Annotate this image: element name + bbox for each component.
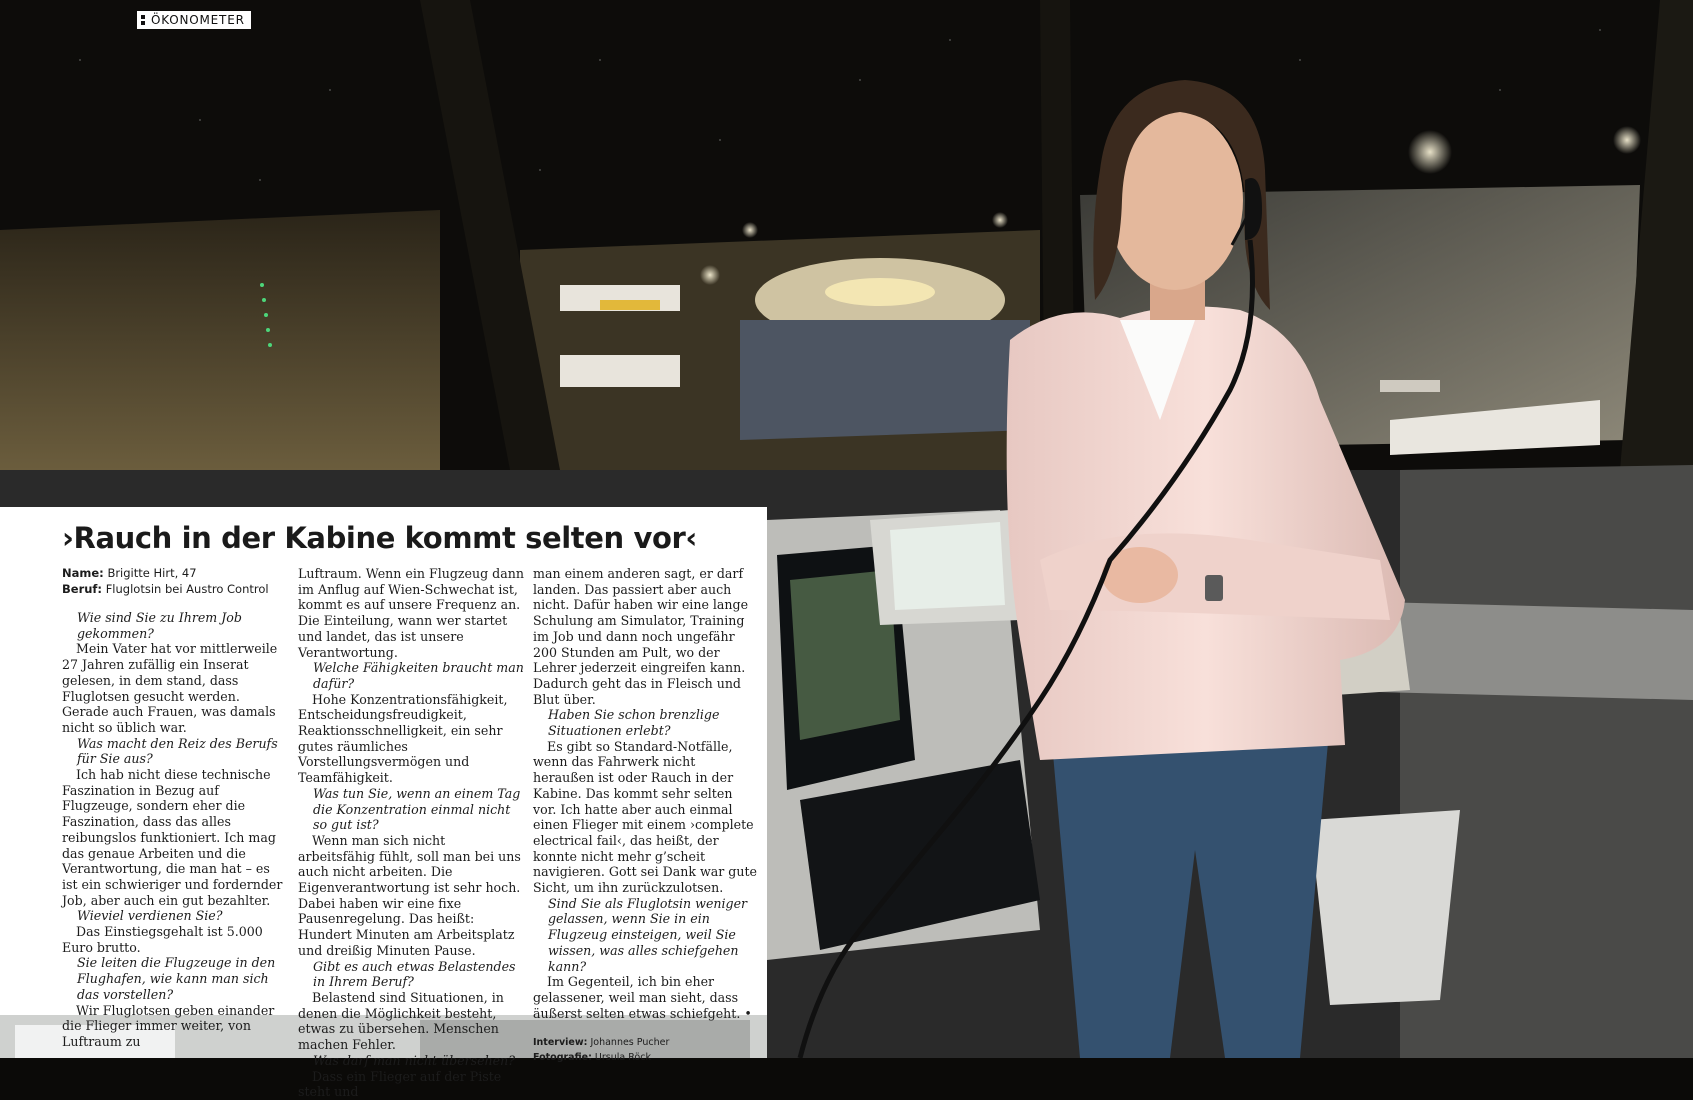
interview-answer: Im Gegenteil, ich bin eher gelassener, weil man sieht, dass äußerst selten etwas schiefgeht. •: [533, 974, 752, 1021]
article-credits: [533, 1035, 759, 1065]
interview-question: Wieviel verdienen Sie?: [77, 908, 223, 924]
interview-question: Haben Sie schon brenzlige Situationen erlebt?: [548, 707, 720, 739]
interview-answer: man einem anderen sagt, er darf landen. Das passiert aber auch nicht. Dafür haben wir eine lange Schulung am Simulator, Training im Job und dann noch ungefähr 200 Stunden am Pult, wo der Lehrer jederzeit eingreifen kann. Dadurch geht das in Fleisch und Blut über.: [533, 566, 749, 707]
interview-answer: Mein Vater hat vor mittlerweile 27 Jahren zufällig ein Inserat gelesen, in dem stand, dass Fluglotsen gesucht werden. Gerade auch Frauen, was damals nicht so üblich war.: [62, 641, 278, 735]
rubric-dots-icon: [141, 15, 147, 25]
profile-job-label: Beruf:: [62, 581, 103, 596]
article-panel: [0, 507, 767, 1100]
article-column-1: [62, 566, 288, 1050]
photo-credit-value: Ursula Röck: [594, 1052, 651, 1064]
article-headline: ›Rauch in der Kabine kommt selten vor‹: [62, 521, 697, 555]
section-label: [137, 11, 251, 29]
article-column-2: [298, 566, 524, 1100]
profile-name-label: Name:: [62, 566, 104, 580]
interview-question: Was macht den Reiz des Berufs für Sie aus?: [77, 735, 278, 767]
article-column-3: [533, 566, 759, 1065]
photo-credit-label: Fotografie:: [533, 1052, 592, 1064]
interview-answer: Wir Fluglotsen geben einander die Flieger immer weiter, von Luftraum zu: [62, 1002, 275, 1049]
interview-question: Was tun Sie, wenn an einem Tag die Konzentration einmal nicht so gut ist?: [313, 785, 521, 833]
interview-question: Sie leiten die Flugzeuge in den Flughafen, wie kann man sich das vorstellen?: [77, 955, 276, 1002]
interview-answer: Es gibt so Standard-Notfälle, wenn das Fahrwerk nicht heraußen ist oder Rauch in der Kabine. Das kommt sehr selten vor. Ich hatte aber auch einmal einen Flieger mit einem ›complete electrical fail‹, das heißt, der konnte nicht mehr g’scheit navigieren. Gott sei Dank war gute Sicht, um ihn zurückzulotsen.: [533, 738, 757, 896]
interview-question: Welche Fähigkeiten braucht man dafür?: [313, 660, 524, 691]
section-label-text: ÖKONOMETER: [151, 13, 245, 27]
interview-credit-value: Johannes Pucher: [590, 1037, 670, 1049]
profile-name-value: Brigitte Hirt, 47: [107, 566, 197, 580]
interview-answer: Das Einstiegsgehalt ist 5.000 Euro brutto.: [62, 924, 263, 955]
interview-credit-label: Interview:: [533, 1037, 588, 1049]
interview-answer: Belastend sind Situationen, in denen die Möglichkeit besteht, etwas zu übersehen. Menschen machen Fehler.: [298, 989, 504, 1053]
interview-credit: [533, 1035, 759, 1050]
interview-question: Sind Sie als Fluglotsin weniger gelassen, wenn Sie in ein Flugzeug einsteigen, weil Sie wissen, was alles schiefgehen kann?: [548, 895, 748, 974]
interview-answer: Ich hab nicht diese technische Faszination in Bezug auf Flugzeuge, sondern eher die Faszination, dass das alles reibungslos funktioniert. Ich mag das genaue Arbeiten und die Verantwortung, die man hat – es ist ein schwieriger und fordernder Job, aber auch ein gut bezahlter.: [62, 767, 283, 908]
profile-job-value: Fluglotsin bei Austro Control: [105, 581, 269, 596]
profile-job: [62, 582, 288, 598]
interview-answer: Wenn man sich nicht arbeitsfähig fühlt, soll man bei uns auch nicht arbeiten. Die Eigenverantwortung ist sehr hoch. Dabei haben wir eine fixe Pausenregelung. Das heißt: Hundert Minuten am Arbeitsplatz und dreißig Minuten Pause.: [298, 832, 521, 958]
interview-answer: Luftraum. Wenn ein Flugzeug dann im Anflug auf Wien-Schwechat ist, kommt es auf unsere Frequenz an. Die Einteilung, wann wer startet und landet, das ist unsere Verantwortung.: [298, 566, 524, 660]
interview-answer: Hohe Konzentrationsfähigkeit, Entscheidungsfreudigkeit, Reaktionsschnelligkeit, ein sehr gutes räumliches Vorstellungsvermögen und Teamfähigkeit.: [298, 691, 508, 786]
profile-name: [62, 566, 288, 582]
interview-question: Was darf man nicht übersehen?: [313, 1052, 515, 1068]
interview-question: Gibt es auch etwas Belastendes in Ihrem Beruf?: [313, 958, 516, 990]
interview-question: Wie sind Sie zu Ihrem Job gekommen?: [77, 610, 242, 641]
profile-box: [62, 566, 288, 597]
interview-answer: Dass ein Flieger auf der Piste steht und: [298, 1068, 502, 1100]
